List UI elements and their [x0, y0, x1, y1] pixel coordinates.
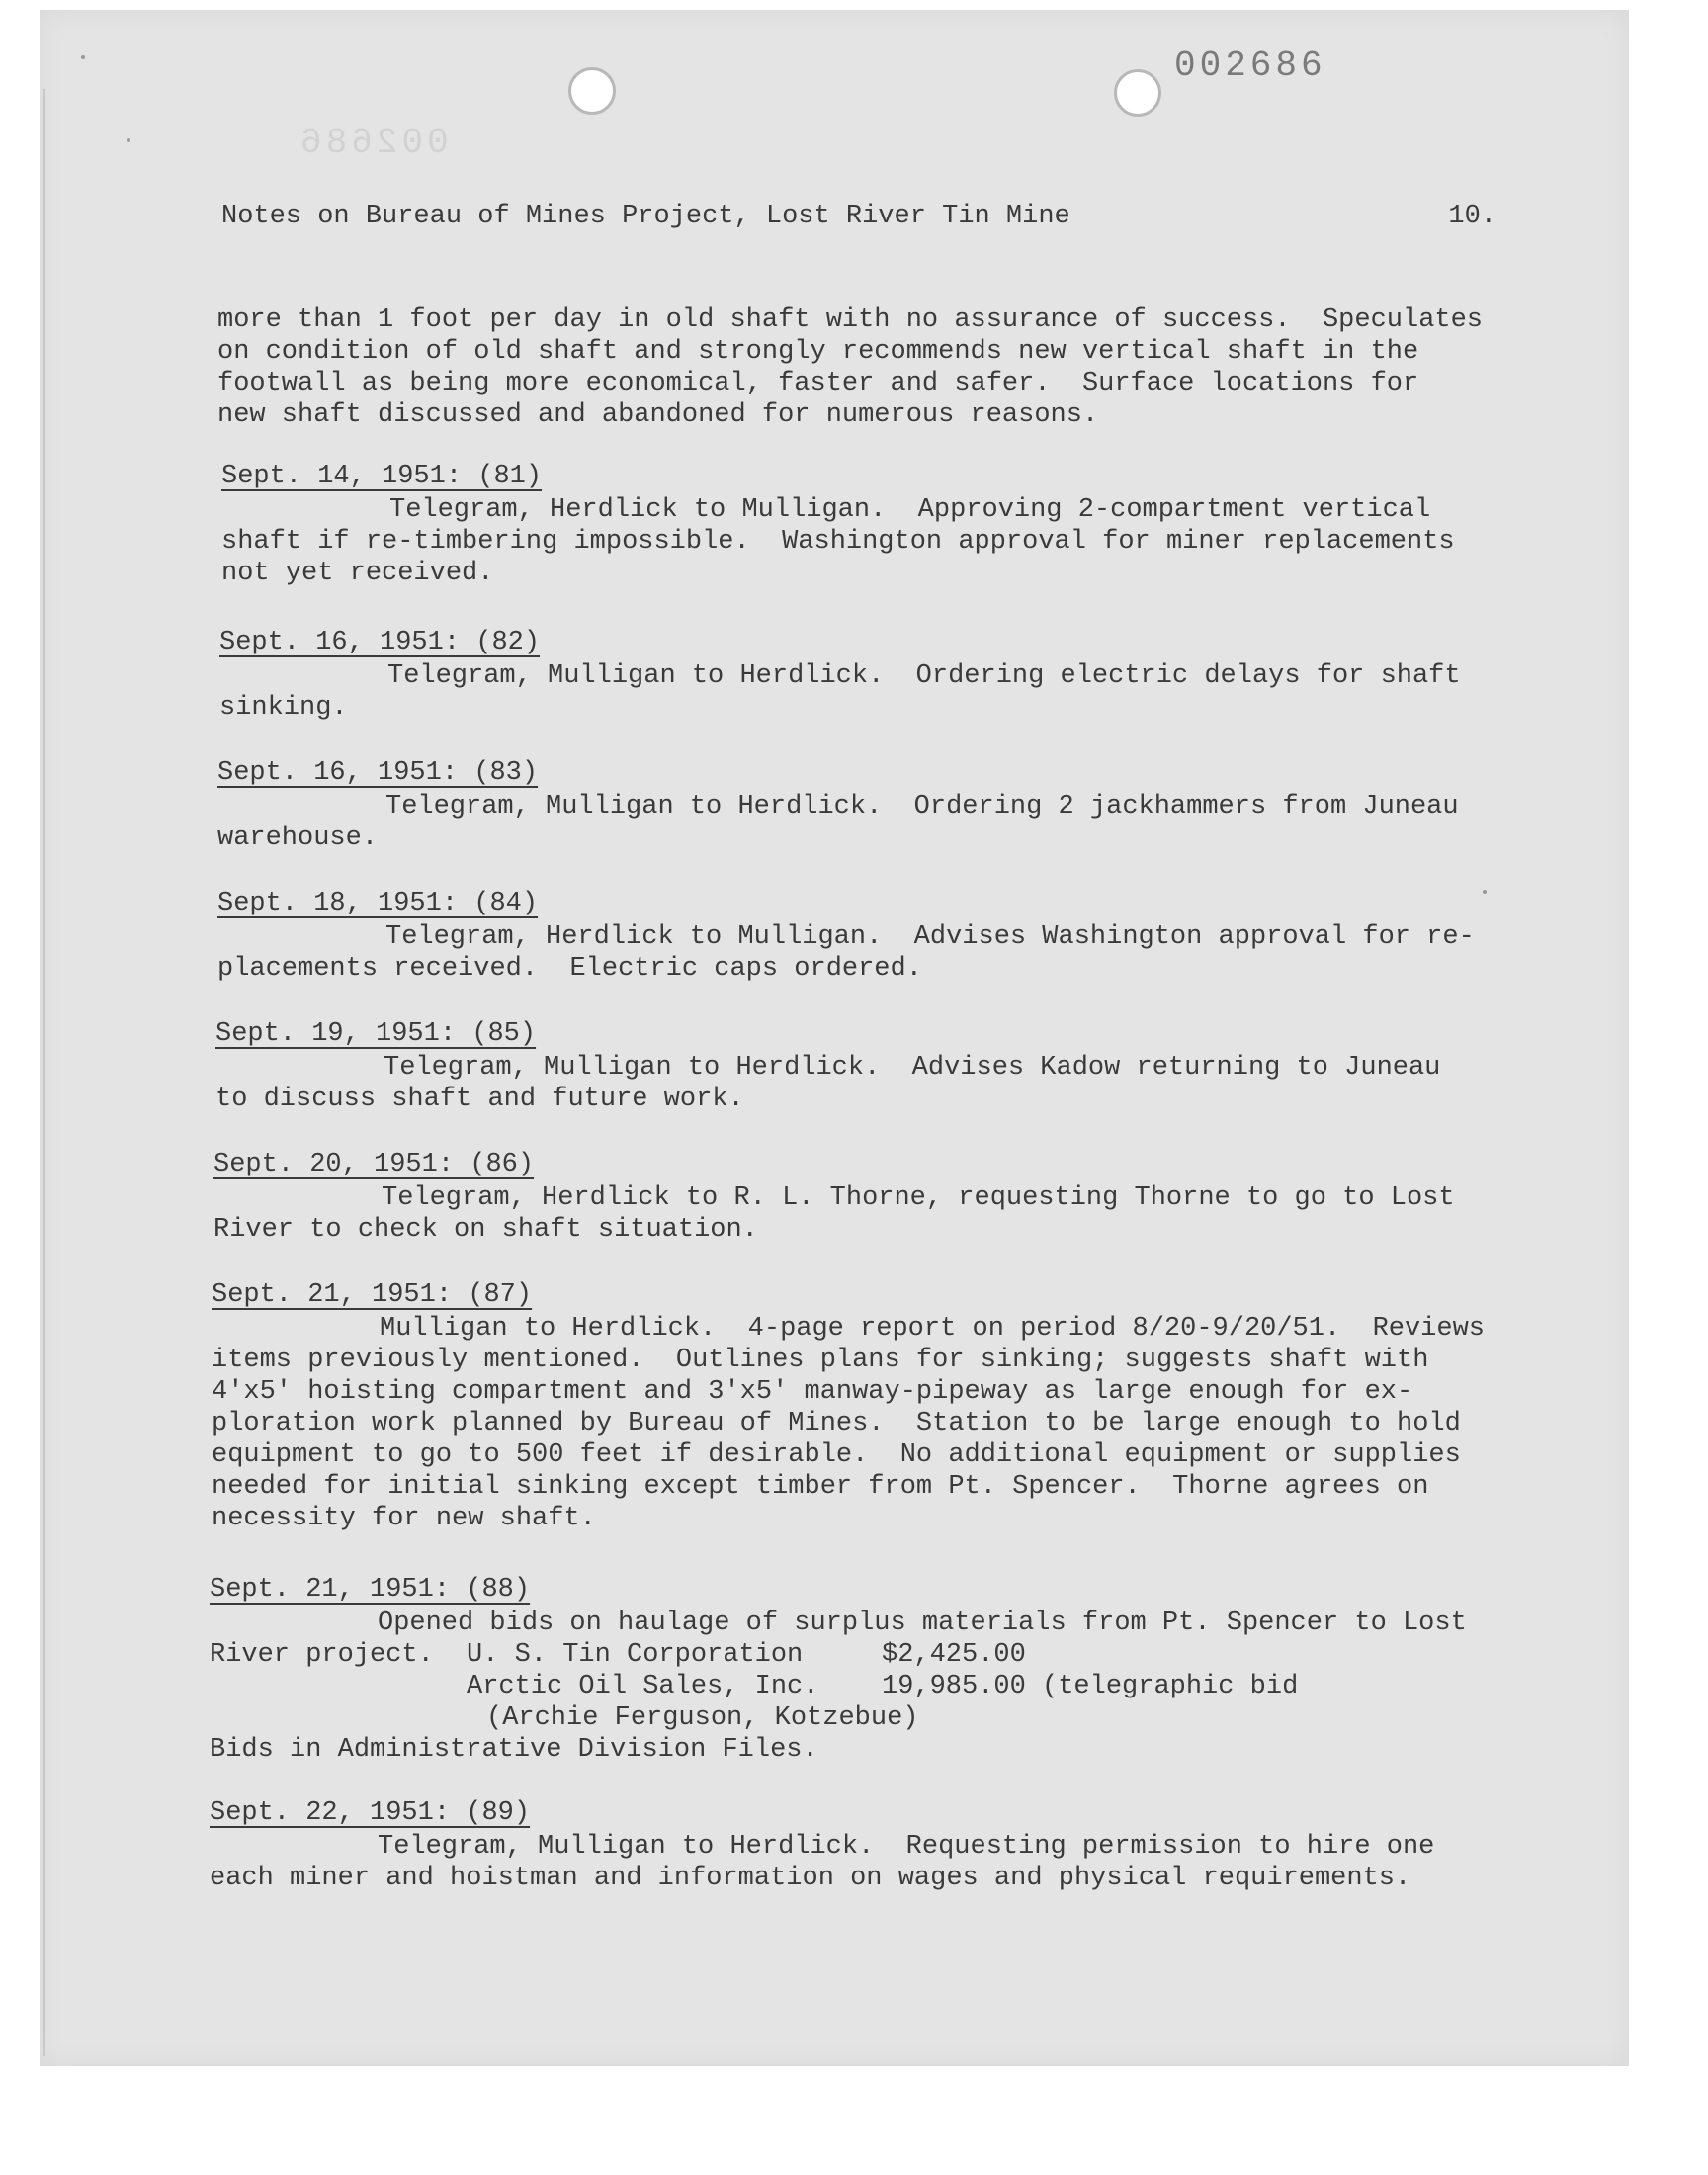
- entry-first-line: Telegram, Mulligan to Herdlick. Ordering 2 jackhammers from Juneau: [385, 792, 1459, 822]
- bleed-through-stamp: 002686: [297, 123, 449, 163]
- entry-text: to discuss shaft and future work.: [215, 1085, 744, 1114]
- entry-text: placements received. Electric caps ordered.: [217, 954, 922, 984]
- document-stamp-number: 002686: [1174, 45, 1326, 86]
- entry-text: River to check on shaft situation.: [214, 1215, 758, 1245]
- entry-85: [215, 1018, 1540, 1115]
- entry-first-line: Telegram, Mulligan to Herdlick. Ordering electric delays for shaft: [387, 661, 1461, 691]
- entry-heading: Sept. 18, 1951: (84): [217, 889, 539, 918]
- bid-amount: $2,425.00: [882, 1640, 1026, 1670]
- entry-first-line: Telegram, Herdlick to Mulligan. Approving 2-compartment vertical: [389, 495, 1431, 525]
- entry-heading: Sept. 19, 1951: (85): [215, 1019, 537, 1049]
- bids-lead-text: River project.: [210, 1640, 434, 1670]
- bidder-name: Arctic Oil Sales, Inc.: [467, 1672, 819, 1701]
- bid-row-1: [210, 1639, 1534, 1671]
- page-number: 10.: [1448, 202, 1496, 231]
- bid-amount: 19,985.00 (telegraphic bid: [882, 1672, 1299, 1701]
- entry-first-line: Telegram, Herdlick to R. L. Thorne, requesting Thorne to go to Lost: [382, 1183, 1455, 1213]
- sheet-edge-shadow: [43, 89, 45, 2056]
- entry-heading: Sept. 22, 1951: (89): [210, 1798, 531, 1828]
- entry-83: [217, 757, 1542, 854]
- entry-text: sinking.: [219, 693, 348, 723]
- punch-hole-right: [1114, 69, 1161, 117]
- entry-first-line: Telegram, Mulligan to Herdlick. Requesting permission to hire one: [378, 1832, 1435, 1862]
- bid-row-3: [210, 1702, 1534, 1734]
- entry-82: [219, 627, 1544, 724]
- entry-84: [217, 888, 1542, 985]
- entry-text: each miner and hoistman and information on wages and physical requirements.: [210, 1864, 1411, 1893]
- bid-note: (Archie Ferguson, Kotzebue): [486, 1703, 919, 1733]
- punch-hole-left: [568, 67, 616, 115]
- entry-closing-text: Bids in Administrative Division Files.: [210, 1735, 818, 1765]
- entry-87: [212, 1279, 1536, 1534]
- entry-heading: Sept. 21, 1951: (88): [210, 1575, 531, 1605]
- entry-first-line: Mulligan to Herdlick. 4-page report on period 8/20-9/20/51. Reviews: [380, 1314, 1485, 1344]
- page-header: [221, 202, 1496, 231]
- continuation-paragraph: more than 1 foot per day in old shaft with no assurance of success. Speculates on condition of old shaft and strongly recommends new vertical shaft in the footwall as being more economical, faster and safer. Surface locations for new shaft discussed and abandoned for numerous reasons.: [217, 305, 1484, 430]
- header-title: Notes on Bureau of Mines Project, Lost River Tin Mine: [221, 202, 1070, 231]
- entry-86: [214, 1149, 1538, 1246]
- entry-heading: Sept. 16, 1951: (82): [219, 628, 541, 657]
- entry-heading: Sept. 20, 1951: (86): [214, 1150, 535, 1179]
- entry-88: [210, 1574, 1534, 1766]
- entry-text: warehouse.: [217, 824, 379, 853]
- entry-first-line: Opened bids on haulage of surplus materials from Pt. Spencer to Lost: [378, 1609, 1467, 1638]
- speck: [127, 138, 130, 142]
- entry-first-line: Telegram, Herdlick to Mulligan. Advises Washington approval for re-: [385, 922, 1475, 952]
- bid-row-2: [210, 1671, 1534, 1702]
- entry-heading: Sept. 14, 1951: (81): [221, 462, 543, 491]
- entry-first-line: Telegram, Mulligan to Herdlick. Advises Kadow returning to Juneau: [384, 1053, 1441, 1083]
- bidder-name: U. S. Tin Corporation: [467, 1640, 804, 1670]
- entry-heading: Sept. 16, 1951: (83): [217, 758, 539, 788]
- entry-heading: Sept. 21, 1951: (87): [212, 1280, 533, 1310]
- entry-89: [210, 1797, 1534, 1894]
- entry-text: shaft if re-timbering impossible. Washington approval for miner replacements not yet received.: [221, 527, 1455, 588]
- bids-table: [210, 1639, 1534, 1734]
- entry-text: items previously mentioned. Outlines plans for sinking; suggests shaft with 4'x5' hoisting compartment and 3'x5' manway-pipeway as large enough for ex- ploration work planned by Bureau of Mines. Station to be large enough to hold equipment to go to 500 feet if desirable. No additional equipment or supplies needed for initial sinking except timber from Pt. Spencer. Thorne agrees on necessity for new shaft.: [212, 1346, 1461, 1533]
- entry-81: [221, 461, 1546, 589]
- speck: [81, 55, 85, 59]
